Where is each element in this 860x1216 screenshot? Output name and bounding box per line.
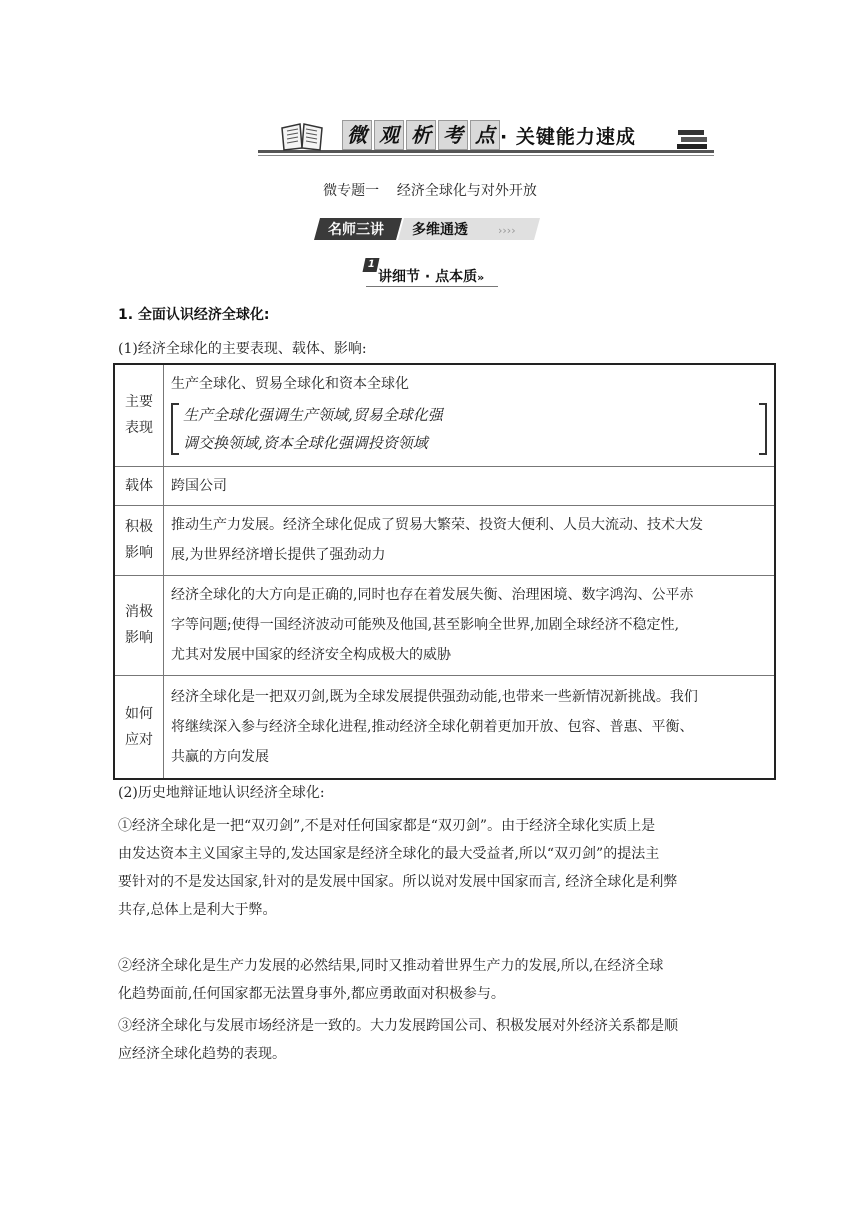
row-label [114, 675, 164, 779]
paragraph-line: 共存,总体上是利大于弊。 [118, 902, 277, 918]
subheading-1: (1)经济全球化的主要表现、载体、影响: [118, 341, 367, 357]
content-line: 将继续深入参与经济全球化进程,推动经济全球化朝着更加开放、包容、普惠、平衡、 [171, 718, 694, 735]
row-content [164, 505, 776, 575]
paragraph-line: 要针对的不是发达国家,针对的是发展中国家。所以说对发展中国家而言, 经济全球化是利弊 [118, 874, 678, 890]
row-label-line: 表现 [125, 420, 153, 437]
banner-title-char: 析 [406, 120, 436, 150]
banner-title-char: 考 [438, 120, 468, 150]
paragraph-line: 化趋势面前,任何国家都无法置身事外,都应勇敢面对积极参与。 [118, 986, 505, 1002]
content-line: 共赢的方向发展 [171, 748, 269, 765]
row-content [164, 466, 776, 505]
row-label-line: 载体 [125, 477, 153, 494]
section-mark: » [477, 271, 485, 284]
row-label [114, 466, 164, 505]
section-underline [366, 286, 498, 287]
banner-rule-thin [258, 155, 714, 156]
paragraph-line: 应经济全球化趋势的表现。 [118, 1046, 286, 1062]
content-line: 生产全球化、贸易全球化和资本全球化 [171, 376, 409, 393]
lecture-tag [312, 216, 544, 242]
row-label [114, 505, 164, 575]
banner-title-char: 微 [342, 120, 372, 150]
paragraph-line: ③经济全球化与发展市场经济是一致的。大力发展跨国公司、积极发展对外经济关系都是顺 [118, 1018, 678, 1034]
point-paragraph [118, 812, 758, 924]
row-label-line: 如何 [125, 705, 153, 722]
banner-title-char: 观 [374, 120, 404, 150]
open-book-icon [280, 122, 324, 152]
row-label-line: 影响 [125, 545, 153, 561]
section-heading [362, 258, 512, 290]
table-row [114, 675, 775, 779]
row-content [164, 575, 776, 675]
banner-title-char: 点 [470, 120, 500, 150]
row-label-line: 消极 [125, 604, 153, 620]
point-paragraph [118, 1012, 758, 1068]
paragraph-line: ①经济全球化是一把“双刃剑”,不是对任何国家都是“双刃剑”。由于经济全球化实质上是 [118, 818, 656, 834]
row-label-line: 应对 [125, 731, 153, 748]
content-line: 跨国公司 [171, 477, 227, 494]
section-title-text: 讲细节 · 点本质 [378, 269, 478, 285]
subheading-2: (2)历史地辩证地认识经济全球化: [118, 785, 325, 801]
row-label-line: 主要 [125, 394, 153, 411]
content-line: 推动生产力发展。经济全球化促成了贸易大繁荣、投资大便利、人员大流动、技术大发 [171, 517, 703, 533]
banner-subtitle: · 关键能力速成 [500, 126, 636, 148]
subtopic-title: 微专题一 经济全球化与对外开放 [323, 183, 537, 199]
banner-title [342, 120, 500, 150]
point-paragraph [118, 952, 758, 1008]
table-row [114, 575, 775, 675]
row-label-line: 积极 [125, 519, 153, 535]
section-banner [258, 118, 714, 158]
row-label-line: 影响 [125, 630, 153, 646]
content-line: 尤其对发展中国家的经济安全构成极大的威胁 [171, 647, 451, 663]
content-line: 字等问题;使得一国经济波动可能殃及他国,甚至影响全世界,加剧全球经济不稳定性, [171, 617, 680, 633]
banner-rule [258, 150, 714, 153]
table-row [114, 505, 775, 575]
heading-1: 1. 全面认识经济全球化: [118, 307, 270, 323]
section-number-badge: 1 [363, 258, 380, 272]
tag-left-label: 名师三讲 [328, 222, 384, 238]
row-label [114, 575, 164, 675]
content-line: 展,为世界经济增长提供了强劲动力 [171, 547, 386, 563]
table-row [114, 466, 775, 505]
stacked-books-icon [676, 128, 710, 150]
svg-text:››››: ›››› [498, 224, 516, 237]
bracket-line: 生产全球化强调生产领域,贸易全球化强 [183, 406, 443, 425]
bracket-note [171, 401, 767, 457]
bracket-line: 调交换领域,资本全球化强调投资领域 [183, 434, 428, 453]
content-line: 经济全球化的大方向是正确的,同时也存在着发展失衡、治理困境、数字鸿沟、公平赤 [171, 587, 694, 603]
table-row [114, 364, 775, 466]
row-content [164, 675, 776, 779]
section-title [378, 266, 484, 286]
tag-right-label: 多维通透 [412, 222, 468, 238]
paragraph-line: ②经济全球化是生产力发展的必然结果,同时又推动着世界生产力的发展,所以,在经济全球 [118, 958, 664, 974]
row-content [164, 364, 776, 466]
content-line: 经济全球化是一把双刃剑,既为全球发展提供强劲动能,也带来一些新情况新挑战。我们 [171, 688, 698, 705]
paragraph-line: 由发达资本主义国家主导的,发达国家是经济全球化的最大受益者,所以“双刃剑”的提法主 [118, 846, 660, 862]
row-label [114, 364, 164, 466]
globalization-table [113, 363, 776, 780]
